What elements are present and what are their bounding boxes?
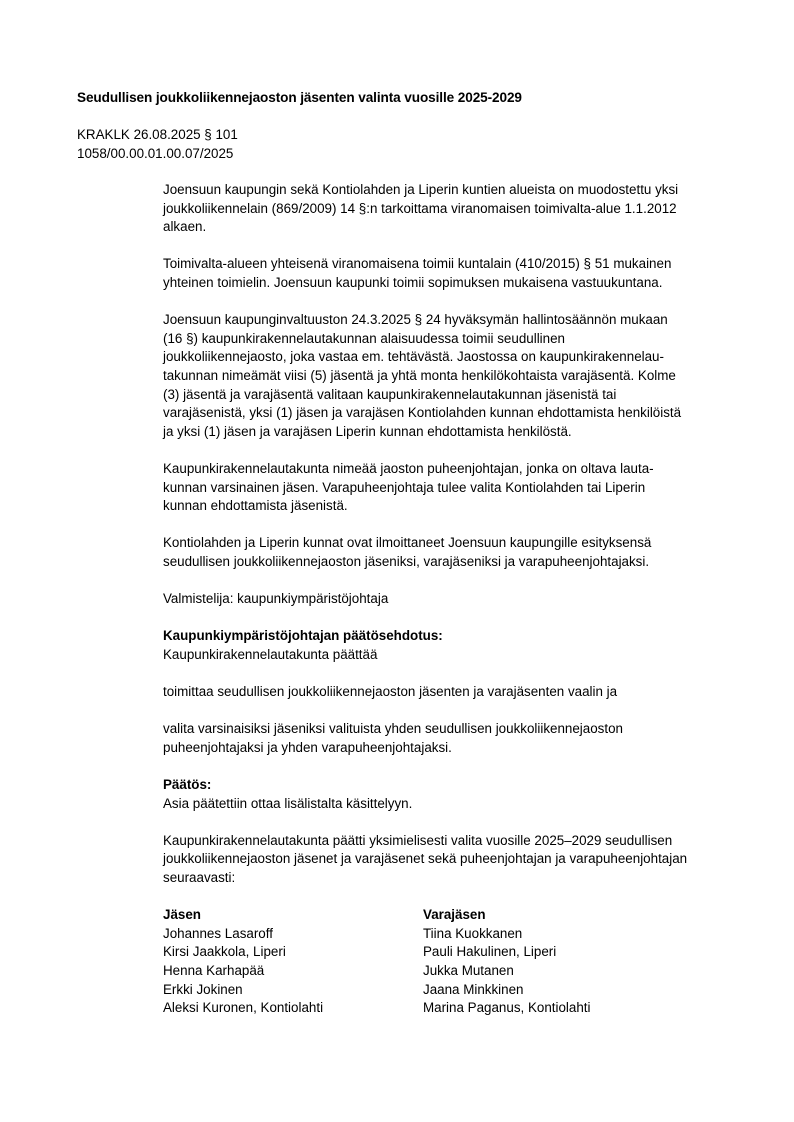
column-header-member: Jäsen [163, 907, 201, 923]
member-name: Erkki Jokinen [163, 981, 243, 997]
paragraph-administrative-rules: Joensuun kaupunginvaltuuston 24.3.2025 § 24 hyväksymän hallintosäännön mukaan (16 §) kaupunkirakennelautakunnan alaisuudessa toimii seudullinen joukkoliikennejaosto, joka vastaa em. tehtävästä. Jaostossa on kaupunkirakennelau- takunnan nimeämät viisi (5) jäsentä ja yhtä monta henkilökohtaista varajäsentä. Kolme (3) jäsentä ja varajäsentä valitaan kaupunkirakennelautakunnan jäsenistä tai varajäsenistä, yksi (1) jäsen ja varajäsen Kontiolahden kunnan ehdottamista henkilöistä ja yksi (1) jäsen ja varajäsen Liperin kunnan ehdottamista henkilöstä. [163, 312, 682, 439]
member-name: Kirsi Jaakkola, Liperi [163, 944, 286, 960]
deputy-name: Pauli Hakulinen, Liperi [423, 944, 557, 960]
document-body [163, 181, 738, 1018]
document-title: Seudullisen joukkoliikennejaoston jäsenten valinta vuosille 2025-2029 [77, 90, 522, 105]
paragraph-municipal-proposals: Kontiolahden ja Liperin kunnat ovat ilmoittaneet Joensuun kaupungille esityksensä seudullisen joukkoliikennejaoston jäseniksi, varajäseniksi ja varapuheenjohtajaksi. [163, 535, 652, 569]
paragraph-authority: Toimivalta-alueen yhteisenä viranomaisena toimii kuntalain (410/2015) § 51 mukainen yhteinen toimielin. Joensuun kaupunki toimii sopimuksen mukaisena vastuukuntana. [163, 256, 672, 290]
record-number: 1058/00.00.01.00.07/2025 [77, 145, 234, 161]
preparer-line: Valmistelija: kaupunkiympäristöjohtaja [163, 591, 389, 607]
deputies-column [423, 906, 683, 1018]
meeting-reference: KRAKLK 26.08.2025 § 101 [77, 127, 238, 142]
deputy-name: Marina Paganus, Kontiolahti [423, 1000, 591, 1016]
member-name: Henna Karhapää [163, 962, 265, 978]
proposal-intro: Kaupunkirakennelautakunta päättää [163, 646, 378, 662]
decision-line-agenda: Asia päätettiin ottaa lisälistalta käsittelyyn. [163, 795, 413, 811]
deputy-name: Jukka Mutanen [423, 962, 514, 978]
deputy-name: Tiina Kuokkanen [423, 925, 523, 941]
column-header-deputy: Varajäsen [423, 907, 486, 923]
proposal-heading: Kaupunkiympäristöjohtajan päätösehdotus: [163, 628, 443, 644]
meta-block [77, 126, 238, 163]
decision-line-election: Kaupunkirakennelautakunta päätti yksimielisesti valita vuosille 2025–2029 seudullisen joukkoliikennejaoston jäsenet ja varajäsenet sekä puheenjohtajan ja varapuheenjohtajan seuraavasti: [163, 832, 688, 885]
members-table [163, 906, 738, 1018]
decision-heading: Päätös: [163, 777, 212, 792]
paragraph-chair-nomination: Kaupunkirakennelautakunta nimeää jaoston puheenjohtajan, jonka on oltava lauta- kunnan varsinainen jäsen. Varapuheenjohtaja tulee valita Kontiolahden tai Liperin kunnan ehdottamista jäsenistä. [163, 460, 654, 514]
proposal-item-chairs: valita varsinaisiksi jäseniksi valituista yhden seudullisen joukkoliikennejaoston puheenjohtajaksi ja yhden varapuheenjohtajaksi. [163, 721, 623, 755]
paragraph-jurisdiction: Joensuun kaupungin sekä Kontiolahden ja Liperin kuntien alueista on muodostettu yksi joukkoliikennelain (869/2009) 14 §:n tarkoittama viranomaisen toimivalta-alue 1.1.2012 alkaen. [163, 182, 679, 235]
member-name: Johannes Lasaroff [163, 925, 273, 941]
deputy-name: Jaana Minkkinen [423, 981, 524, 997]
proposal-item-election: toimittaa seudullisen joukkoliikennejaoston jäsenten ja varajäsenten vaalin ja [163, 684, 618, 700]
members-column [163, 906, 423, 1018]
member-name: Aleksi Kuronen, Kontiolahti [163, 1000, 324, 1016]
